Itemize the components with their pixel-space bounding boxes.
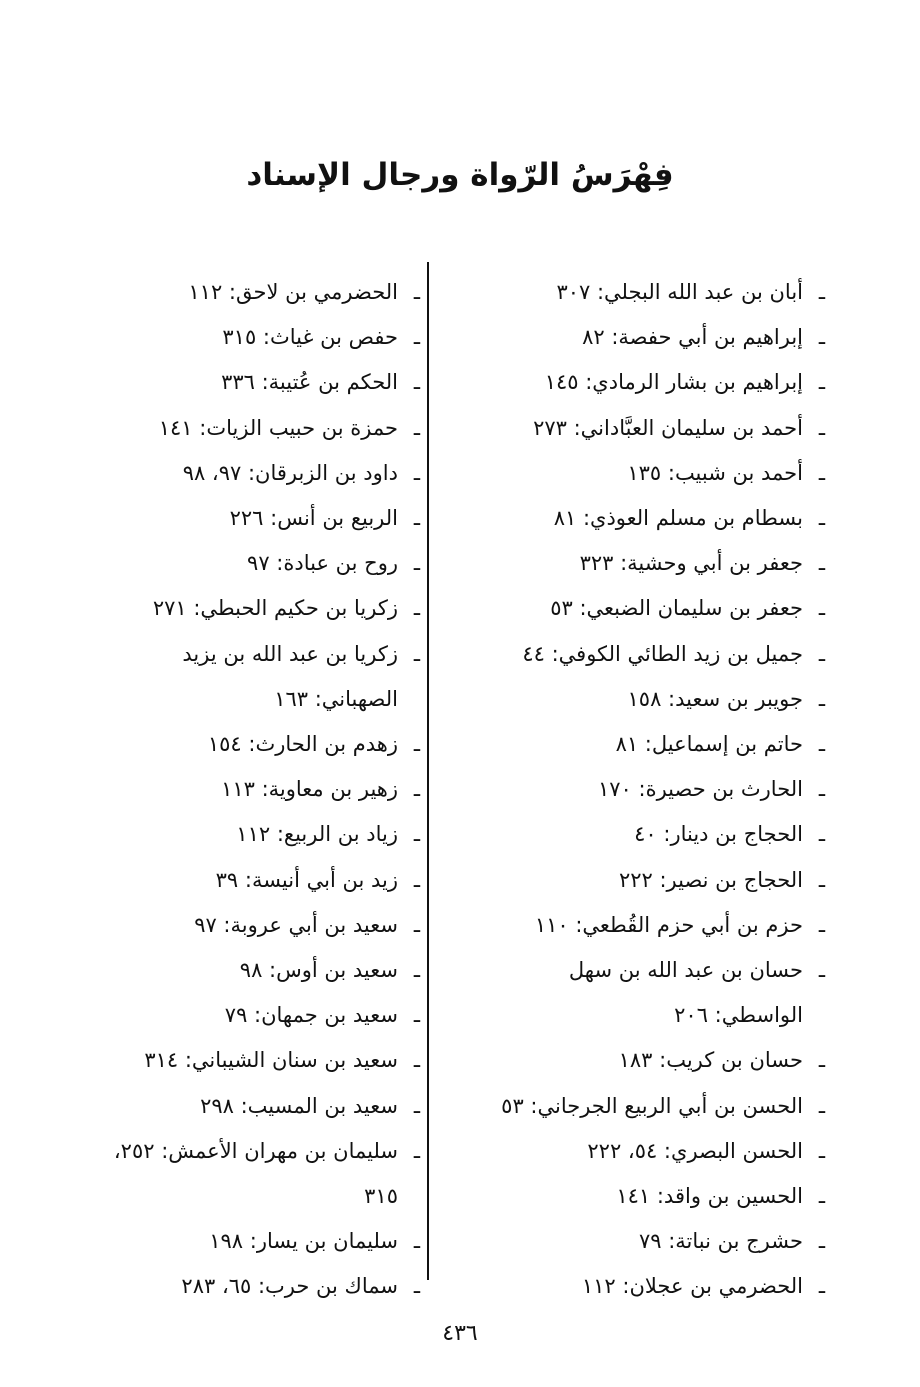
index-entry: [40, 948, 420, 993]
index-entry: [40, 315, 420, 360]
entry-text: ـ حمزة بن حبيب الزيات: ١٤١: [158, 415, 398, 440]
entry-text: ـ جميل بن زيد الطائي الكوفي: ٤٤: [522, 641, 803, 666]
entry-text: ـ زكريا بن عبد الله بن يزيد: [182, 641, 398, 666]
index-entry: [440, 858, 825, 903]
entry-text: ـ سعيد بن جمهان: ٧٩: [224, 1003, 398, 1028]
entry-text: ـ زكريا بن حكيم الحبطي: ٢٧١: [152, 596, 398, 621]
entry-continuation: ٣١٥: [364, 1184, 398, 1209]
index-entry: [440, 360, 825, 405]
index-entry: [440, 1174, 825, 1219]
entry-text: ـ الربيع بن أنس: ٢٢٦: [229, 506, 398, 531]
index-entry: [440, 632, 825, 677]
entry-continuation: الواسطي: ٢٠٦: [674, 1003, 803, 1028]
entry-text: ـ زيد بن أبي أنيسة: ٣٩: [215, 867, 398, 892]
index-entry: [40, 1219, 420, 1264]
index-entry: [440, 1264, 825, 1309]
page-title: فِهْرَسُ الرّواة ورجال الإسناد: [246, 157, 674, 193]
entry-text: ـ الحارث بن حصيرة: ١٧٠: [598, 777, 803, 802]
entry-text: ـ داود بن الزبرقان: ٩٧، ٩٨: [182, 460, 398, 485]
entry-text: ـ الحجاج بن نصير: ٢٢٢: [618, 867, 803, 892]
index-entry: [40, 767, 420, 812]
index-entry: [40, 858, 420, 903]
entry-text: ـ الحكم بن عُتيبة: ٣٣٦: [221, 370, 398, 395]
index-entry: [40, 722, 420, 767]
entry-text: ـ زهدم بن الحارث: ١٥٤: [207, 732, 398, 757]
index-entry: [40, 360, 420, 405]
entry-text: ـ الحضرمي بن لاحق: ١١٢: [188, 280, 398, 304]
index-entry: [440, 541, 825, 586]
entry-text: ـ زهير بن معاوية: ١١٣: [221, 777, 398, 802]
index-entry: [440, 586, 825, 631]
index-entry: [440, 406, 825, 451]
entry-text: ـ حاتم بن إسماعيل: ٨١: [615, 732, 803, 757]
left-column: [40, 270, 420, 1310]
index-entry: [40, 1264, 420, 1309]
entry-text: ـ إبراهيم بن أبي حفصة: ٨٢: [582, 325, 803, 350]
entry-text: ـ حشرج بن نباتة: ٧٩: [638, 1229, 803, 1254]
entry-text: ـ زياد بن الربيع: ١١٢: [236, 822, 398, 847]
entry-text: ـ جعفر بن أبي وحشية: ٣٢٣: [579, 551, 803, 576]
entry-text: ـ أحمد بن سليمان العبَّاداني: ٢٧٣: [533, 415, 803, 440]
index-entry: [40, 632, 420, 722]
index-entry: [440, 451, 825, 496]
entry-text: ـ الحجاج بن دينار: ٤٠: [634, 822, 803, 847]
index-entry: [40, 1038, 420, 1083]
entry-text: ـ إبراهيم بن بشار الرمادي: ١٤٥: [544, 370, 803, 395]
index-entry: [40, 903, 420, 948]
entry-text: ـ الحضرمي بن عجلان: ١١٢: [581, 1274, 803, 1299]
index-entry: [40, 812, 420, 857]
index-entry: [440, 812, 825, 857]
index-entry: [440, 1129, 825, 1174]
entry-text: ـ حسان بن عبد الله بن سهل: [568, 958, 803, 983]
index-entry: [440, 315, 825, 360]
index-entry: [40, 451, 420, 496]
index-entry: [40, 586, 420, 631]
index-entry: [440, 1219, 825, 1264]
index-entry: [40, 270, 420, 315]
entry-text: ـ الحسن بن أبي الربيع الجرجاني: ٥٣: [501, 1093, 803, 1118]
entry-text: ـ سليمان بن يسار: ١٩٨: [209, 1229, 398, 1254]
entry-text: ـ بسطام بن مسلم العوذي: ٨١: [553, 506, 803, 531]
index-entry: [440, 496, 825, 541]
page-number: ٤٣٦: [442, 1321, 478, 1346]
entry-text: ـ حزم بن أبي حزم القُطعي: ١١٠: [534, 912, 803, 937]
index-entry: [440, 1038, 825, 1083]
entry-text: ـ سعيد بن أوس: ٩٨: [239, 958, 398, 983]
entry-text: ـ سعيد بن المسيب: ٢٩٨: [200, 1093, 398, 1118]
entry-text: ـ سعيد بن سنان الشيباني: ٣١٤: [144, 1048, 398, 1073]
index-entry: [440, 722, 825, 767]
entry-text: ـ الحسن البصري: ٥٤، ٢٢٢: [587, 1138, 803, 1163]
index-entry: [440, 767, 825, 812]
entry-text: ـ روح بن عبادة: ٩٧: [247, 551, 398, 576]
index-entry: [440, 270, 825, 315]
index-entry: [440, 948, 825, 1038]
entry-text: ـ حسان بن كريب: ١٨٣: [618, 1048, 803, 1073]
entry-text: ـ سليمان بن مهران الأعمش: ٢٥٢،: [113, 1138, 398, 1163]
entry-text: ـ سماك بن حرب: ٦٥، ٢٨٣: [181, 1274, 398, 1299]
entry-text: ـ الحسين بن واقد: ١٤١: [616, 1184, 803, 1209]
entry-text: ـ سعيد بن أبي عروبة: ٩٧: [194, 912, 398, 937]
entry-text: ـ أحمد بن شبيب: ١٣٥: [627, 460, 803, 485]
right-column: [440, 270, 825, 1310]
entry-text: ـ أبان بن عبد الله البجلي: ٣٠٧: [556, 280, 803, 304]
index-entry: [40, 541, 420, 586]
entry-text: ـ حفص بن غياث: ٣١٥: [222, 325, 398, 350]
index-entry: [40, 1084, 420, 1129]
index-entry: [40, 993, 420, 1038]
entry-continuation: الصهباني: ١٦٣: [274, 686, 398, 711]
index-entry: [40, 1129, 420, 1219]
index-entry: [440, 903, 825, 948]
index-entry: [40, 496, 420, 541]
entry-text: ـ جعفر بن سليمان الضبعي: ٥٣: [550, 596, 803, 621]
index-entry: [440, 1084, 825, 1129]
index-entry: [40, 406, 420, 451]
entry-text: ـ جويبر بن سعيد: ١٥٨: [627, 686, 803, 711]
column-divider: [427, 262, 429, 1280]
index-entry: [440, 677, 825, 722]
